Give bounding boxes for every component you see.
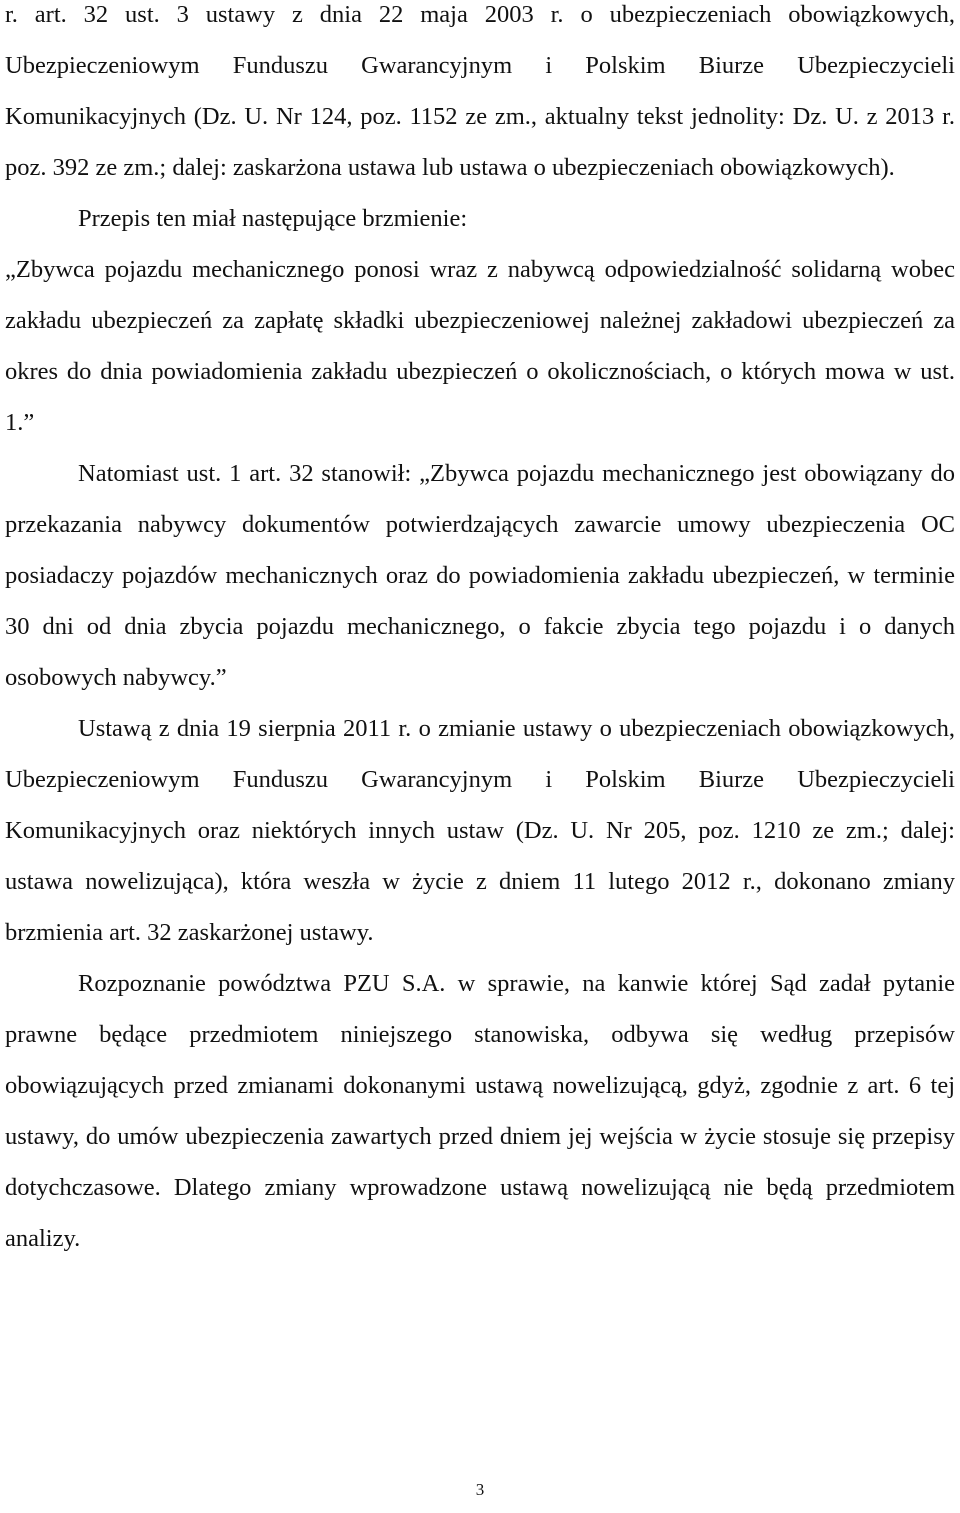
page-number: 3 [475,1480,485,1499]
paragraph-amending-act: Ustawą z dnia 19 sierpnia 2011 r. o zmianie ustawy o ubezpieczeniach obowiązkowych, Ubezpieczeniowym Funduszu Gwarancyjnym i Polskim Biurze Ubezpieczycieli Komunikacyjnych oraz niektórych innych ustaw (Dz. U. Nr 205, poz. 1210 ze zm.; dalej: ustawa nowelizująca), która weszła w życie z dniem 11 lutego 2012 r., dokonano zmiany brzmienia art. 32 zaskarżonej ustawy. [5,715,955,946]
paragraph-pzu-case: Rozpoznanie powództwa PZU S.A. w sprawie, na kanwie której Sąd zadał pytanie prawne będące przedmiotem niniejszego stanowiska, odbywa się według przepisów obowiązujących przed zmianami dokonanymi ustawą nowelizującą, gdyż, zgodnie z art. 6 tej ustawy, do umów ubezpieczenia zawartych przed dniem jej wejścia w życie stosuje się przepisy dotychczasowe. Dlatego zmiany wprowadzone ustawą nowelizującą nie będą przedmiotem analizy. [5,970,955,1252]
document-page [5,0,955,1264]
paragraph-article-32-ust-1: Natomiast ust. 1 art. 32 stanowił: „Zbywca pojazdu mechanicznego jest obowiązany do przekazania nabywcy dokumentów potwierdzających zawarcie umowy ubezpieczenia OC posiadaczy pojazdów mechanicznych oraz do powiadomienia zakładu ubezpieczeń, w terminie 30 dni od dnia zbycia pojazdu mechanicznego, o fakcie zbycia tego pojazdu i o danych osobowych nabywcy.” [5,460,955,691]
paragraph-intro-quote: Przepis ten miał następujące brzmienie: [78,205,468,232]
paragraph-quoted-provision: „Zbywca pojazdu mechanicznego ponosi wraz z nabywcą odpowiedzialność solidarną wobec zakładu ubezpieczeń za zapłatę składki ubezpieczeniowej należnej zakładowi ubezpieczeń za okres do dnia powiadomienia zakładu ubezpieczeń o okolicznościach, o których mowa w ust. 1.” [5,256,955,436]
paragraph-statute-reference: r. art. 32 ust. 3 ustawy z dnia 22 maja 2003 r. o ubezpieczeniach obowiązkowych, Ubezpieczeniowym Funduszu Gwarancyjnym i Polskim Biurze Ubezpieczycieli Komunikacyjnych (Dz. U. Nr 124, poz. 1152 ze zm., aktualny tekst jednolity: Dz. U. z 2013 r. poz. 392 ze zm.; dalej: zaskarżona ustawa lub ustawa o ubezpieczeniach obowiązkowych). [5,1,955,181]
